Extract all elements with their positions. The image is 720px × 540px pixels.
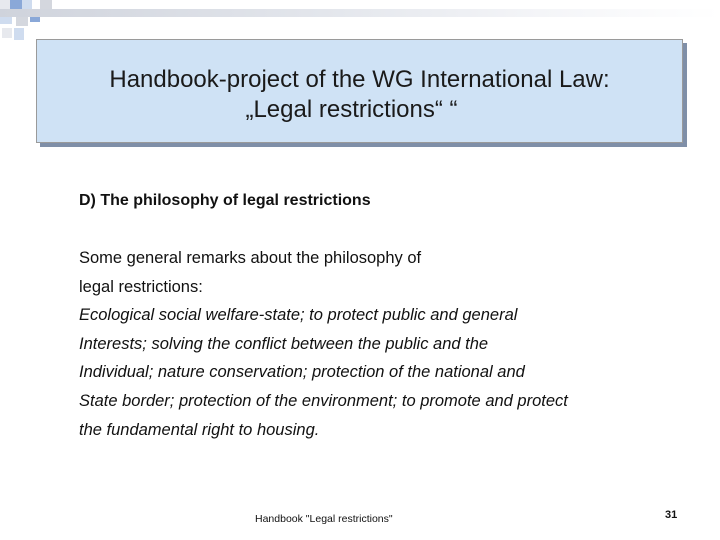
- body-line: Individual; nature conservation; protection of the national and: [79, 363, 525, 381]
- slide-title-line-1: Handbook-project of the WG International Law:: [109, 66, 610, 93]
- decorative-square: [2, 28, 12, 38]
- body-line: legal restrictions:: [79, 278, 203, 296]
- decorative-square: [14, 28, 24, 40]
- body-line: Some general remarks about the philosophy of: [79, 249, 422, 267]
- slide-title-line-2: „Legal restrictions“ “: [245, 96, 458, 123]
- slide-footer: Handbook "Legal restrictions": [255, 513, 393, 525]
- body-line: State border; protection of the environment; to promote and protect: [79, 392, 568, 410]
- page-number: 31: [665, 509, 678, 521]
- section-heading: D) The philosophy of legal restrictions: [79, 192, 371, 209]
- body-line: the fundamental right to housing.: [79, 421, 320, 439]
- decorative-gradient-bar: [0, 9, 720, 17]
- slide-title-box: [36, 39, 683, 143]
- body-line: Ecological social welfare-state; to protect public and general: [79, 306, 518, 324]
- body-line: Interests; solving the conflict between the public and the: [79, 335, 489, 353]
